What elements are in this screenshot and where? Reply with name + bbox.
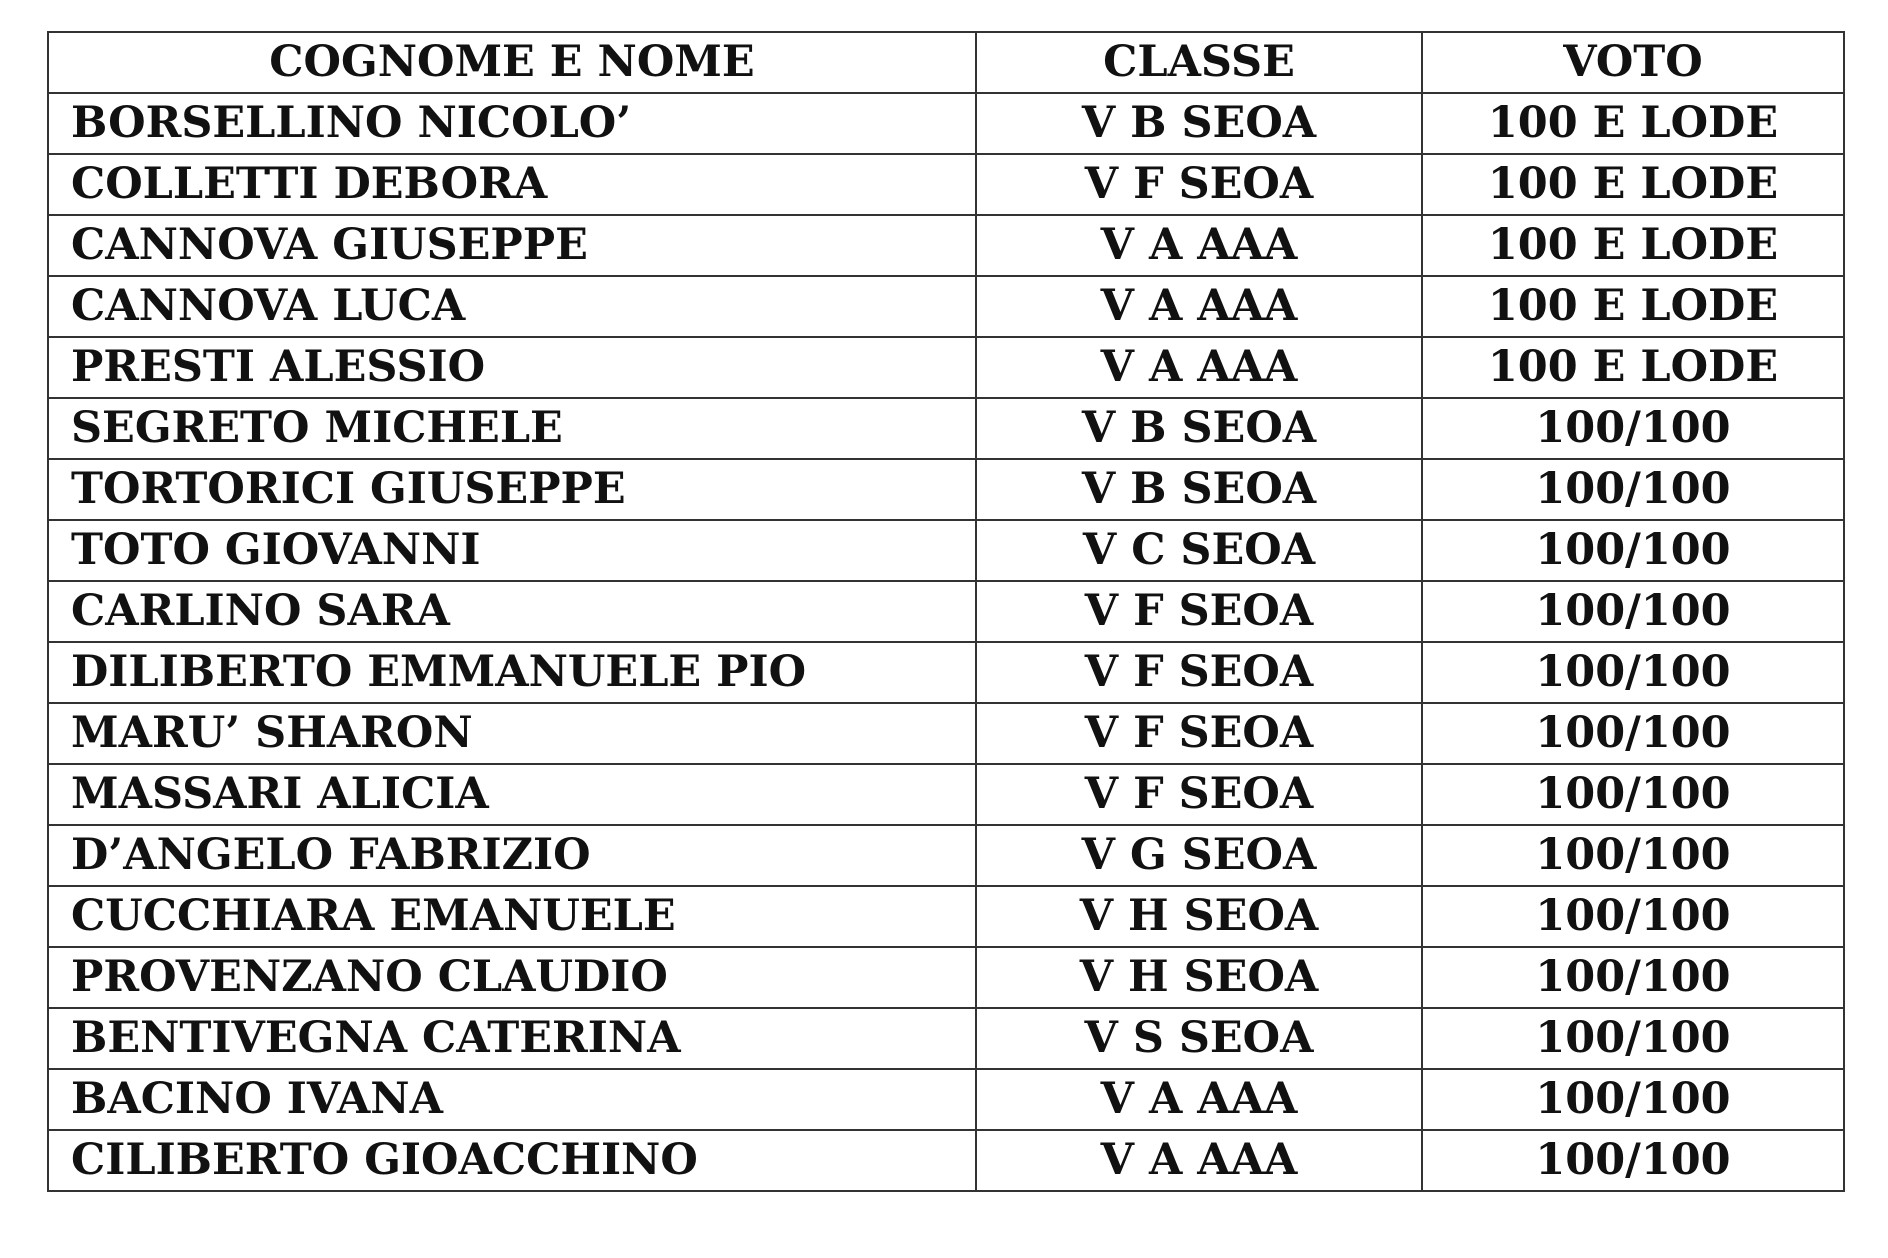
name-cell: TOTO GIOVANNI: [48, 520, 976, 581]
classe-cell: V F SEOA: [976, 764, 1422, 825]
voto-cell: 100 E LODE: [1422, 93, 1844, 154]
table-row: [48, 642, 1844, 703]
voto-cell: 100 E LODE: [1422, 337, 1844, 398]
classe-cell: V S SEOA: [976, 1008, 1422, 1069]
name-cell: BORSELLINO NICOLO’: [48, 93, 976, 154]
classe-cell: V F SEOA: [976, 703, 1422, 764]
table-row: [48, 215, 1844, 276]
name-cell: MASSARI ALICIA: [48, 764, 976, 825]
voto-cell: 100/100: [1422, 520, 1844, 581]
table-row: [48, 154, 1844, 215]
classe-cell: V A AAA: [976, 276, 1422, 337]
table-row: [48, 947, 1844, 1008]
name-cell: PRESTI ALESSIO: [48, 337, 976, 398]
table-row: [48, 886, 1844, 947]
classe-cell: V H SEOA: [976, 886, 1422, 947]
name-cell: CUCCHIARA EMANUELE: [48, 886, 976, 947]
classe-cell: V F SEOA: [976, 154, 1422, 215]
classe-cell: V A AAA: [976, 337, 1422, 398]
table-row: [48, 398, 1844, 459]
table-row: [48, 825, 1844, 886]
classe-cell: V F SEOA: [976, 642, 1422, 703]
header-classe: CLASSE: [976, 32, 1422, 93]
header-voto: VOTO: [1422, 32, 1844, 93]
name-cell: CANNOVA GIUSEPPE: [48, 215, 976, 276]
table-row: [48, 581, 1844, 642]
classe-cell: V C SEOA: [976, 520, 1422, 581]
header-row: [48, 32, 1844, 93]
voto-cell: 100/100: [1422, 642, 1844, 703]
name-cell: PROVENZANO CLAUDIO: [48, 947, 976, 1008]
name-cell: TORTORICI GIUSEPPE: [48, 459, 976, 520]
name-cell: BENTIVEGNA CATERINA: [48, 1008, 976, 1069]
table-row: [48, 93, 1844, 154]
table-row: [48, 1008, 1844, 1069]
name-cell: DILIBERTO EMMANUELE PIO: [48, 642, 976, 703]
table-row: [48, 337, 1844, 398]
classe-cell: V G SEOA: [976, 825, 1422, 886]
voto-cell: 100/100: [1422, 581, 1844, 642]
voto-cell: 100/100: [1422, 825, 1844, 886]
name-cell: CANNOVA LUCA: [48, 276, 976, 337]
table-row: [48, 1069, 1844, 1130]
table-row: [48, 520, 1844, 581]
name-cell: CILIBERTO GIOACCHINO: [48, 1130, 976, 1191]
voto-cell: 100/100: [1422, 886, 1844, 947]
classe-cell: V B SEOA: [976, 398, 1422, 459]
table-row: [48, 459, 1844, 520]
grades-table: [47, 31, 1845, 1192]
table-row: [48, 1130, 1844, 1191]
classe-cell: V F SEOA: [976, 581, 1422, 642]
table-row: [48, 703, 1844, 764]
voto-cell: 100/100: [1422, 764, 1844, 825]
voto-cell: 100 E LODE: [1422, 276, 1844, 337]
voto-cell: 100/100: [1422, 703, 1844, 764]
name-cell: SEGRETO MICHELE: [48, 398, 976, 459]
voto-cell: 100/100: [1422, 947, 1844, 1008]
header-cognome-nome: COGNOME E NOME: [48, 32, 976, 93]
voto-cell: 100/100: [1422, 1008, 1844, 1069]
table-body: [48, 93, 1844, 1191]
classe-cell: V B SEOA: [976, 93, 1422, 154]
classe-cell: V A AAA: [976, 1069, 1422, 1130]
voto-cell: 100/100: [1422, 398, 1844, 459]
voto-cell: 100 E LODE: [1422, 215, 1844, 276]
voto-cell: 100/100: [1422, 1069, 1844, 1130]
name-cell: CARLINO SARA: [48, 581, 976, 642]
table-row: [48, 276, 1844, 337]
name-cell: MARU’ SHARON: [48, 703, 976, 764]
voto-cell: 100/100: [1422, 1130, 1844, 1191]
classe-cell: V A AAA: [976, 1130, 1422, 1191]
classe-cell: V H SEOA: [976, 947, 1422, 1008]
name-cell: BACINO IVANA: [48, 1069, 976, 1130]
table-row: [48, 764, 1844, 825]
classe-cell: V A AAA: [976, 215, 1422, 276]
name-cell: COLLETTI DEBORA: [48, 154, 976, 215]
name-cell: D’ANGELO FABRIZIO: [48, 825, 976, 886]
voto-cell: 100/100: [1422, 459, 1844, 520]
table-header: [48, 32, 1844, 93]
classe-cell: V B SEOA: [976, 459, 1422, 520]
voto-cell: 100 E LODE: [1422, 154, 1844, 215]
